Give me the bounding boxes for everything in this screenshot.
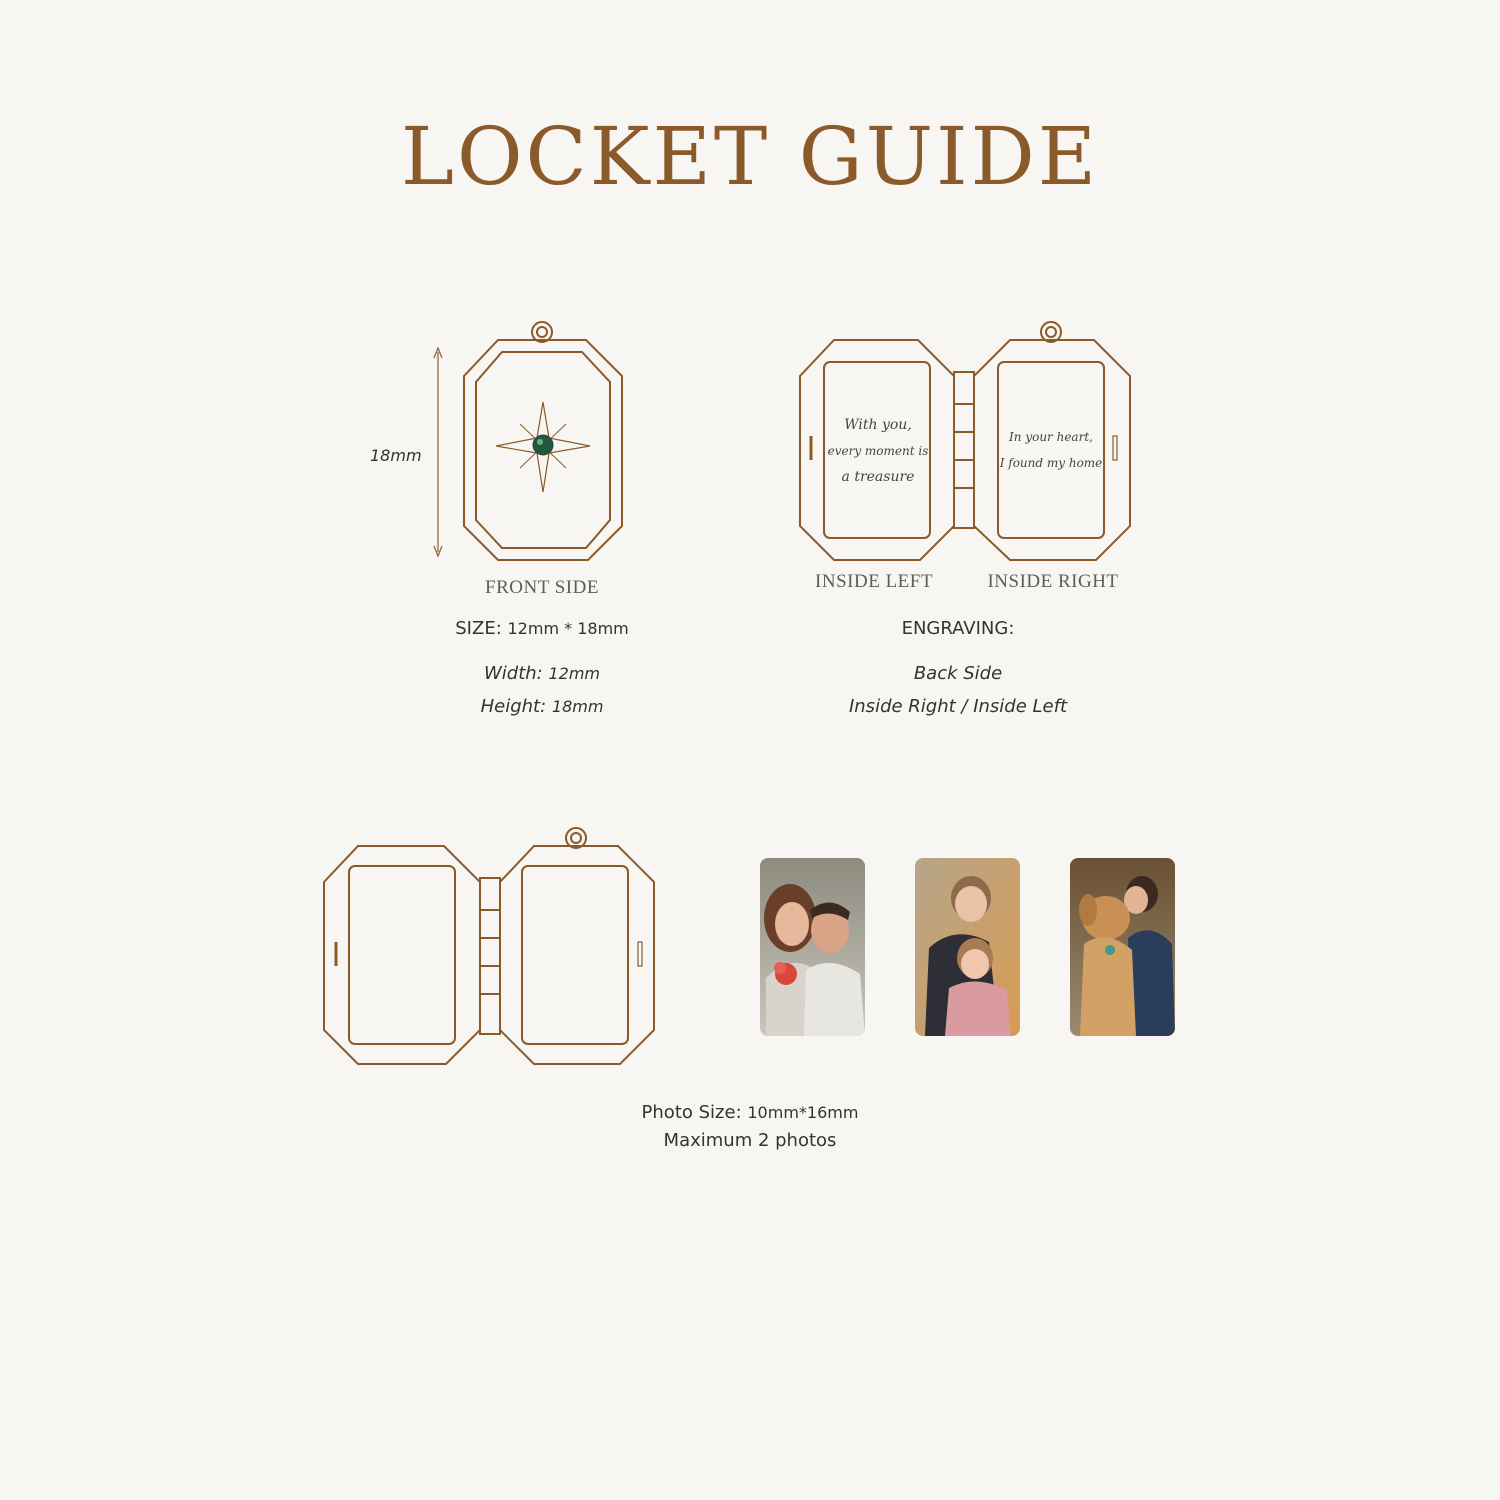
height-label: Height: xyxy=(480,696,547,717)
engraving-title: ENGRAVING: xyxy=(901,618,1015,639)
height-dimension-label: 18mm xyxy=(370,446,422,465)
photo-open-locket xyxy=(324,828,654,1064)
engraving-back-side: Back Side xyxy=(913,663,1003,684)
height-value: 18mm xyxy=(551,697,604,716)
engraving-line: every moment is xyxy=(827,444,929,458)
page-title: LOCKET GUIDE xyxy=(400,110,1100,203)
size-prefix: SIZE: xyxy=(455,618,502,639)
height-spec xyxy=(392,696,692,717)
front-side-label: FRONT SIDE xyxy=(485,577,599,598)
size-value: 12mm * 18mm xyxy=(507,619,629,638)
photo-size-prefix: Photo Size: xyxy=(641,1102,742,1123)
width-spec xyxy=(392,663,692,684)
width-value: 12mm xyxy=(548,664,601,683)
height-dimension-arrow xyxy=(434,348,442,556)
photo-size-value: 10mm*16mm xyxy=(747,1103,859,1122)
woman-with-dog-photo xyxy=(1070,858,1175,1036)
couple-photo xyxy=(760,858,865,1036)
max-photos-spec: Maximum 2 photos xyxy=(663,1130,837,1151)
inside-left-engraving xyxy=(826,412,930,490)
engraving-line: I found my home xyxy=(999,456,1103,470)
inside-left-label: INSIDE LEFT xyxy=(815,571,933,592)
size-spec xyxy=(392,618,692,639)
star-gem-icon xyxy=(496,402,590,492)
inside-right-engraving xyxy=(998,424,1104,476)
engraving-line: In your heart, xyxy=(1009,430,1093,444)
children-hug-photo xyxy=(915,858,1020,1036)
photo-size-spec xyxy=(500,1102,1000,1123)
engraving-line: With you, xyxy=(844,417,912,433)
engraving-inside: Inside Right / Inside Left xyxy=(848,696,1068,717)
engraving-line: a treasure xyxy=(841,469,915,485)
width-label: Width: xyxy=(483,663,543,684)
inside-right-label: INSIDE RIGHT xyxy=(987,571,1119,592)
